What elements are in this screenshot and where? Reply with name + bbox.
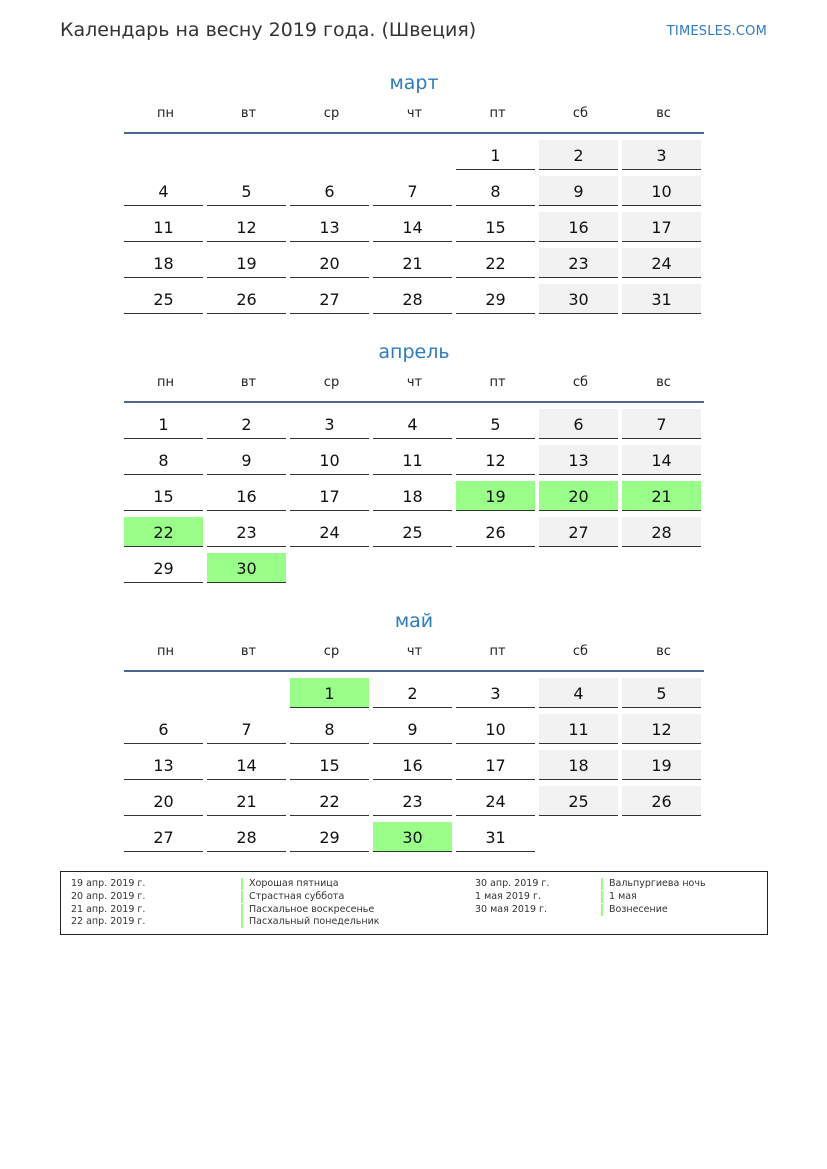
day-cell: 30: [207, 553, 286, 583]
day-cell: 29: [124, 553, 203, 583]
day-cell: 29: [290, 822, 369, 852]
day-cell: 13: [290, 212, 369, 242]
day-cell: 14: [622, 445, 701, 475]
day-cell: 22: [290, 786, 369, 816]
day-cell: 17: [456, 750, 535, 780]
day-cell: 20: [290, 248, 369, 278]
day-cell: 23: [539, 248, 618, 278]
day-cell: 3: [456, 678, 535, 708]
day-cell: 16: [539, 212, 618, 242]
day-cell: 30: [373, 822, 452, 852]
day-cell: 4: [539, 678, 618, 708]
day-grid: [124, 134, 704, 320]
day-cell: 26: [207, 284, 286, 314]
weekday-wed: ср: [323, 375, 340, 390]
legend-date: 21 апр. 2019 г.: [71, 904, 146, 915]
weekday-mon: пн: [157, 644, 174, 659]
month-may: [124, 608, 704, 858]
legend-date: 22 апр. 2019 г.: [71, 916, 146, 927]
day-cell: 28: [622, 517, 701, 547]
day-cell: 12: [456, 445, 535, 475]
day-cell: 22: [124, 517, 203, 547]
day-grid: [124, 403, 704, 589]
day-cell: 16: [373, 750, 452, 780]
day-cell: 3: [290, 409, 369, 439]
weekday-thu: чт: [406, 106, 423, 121]
day-cell: 27: [124, 822, 203, 852]
day-grid: [124, 672, 704, 858]
day-cell: 19: [456, 481, 535, 511]
legend-date: 1 мая 2019 г.: [475, 891, 541, 902]
month-title: март: [389, 72, 439, 94]
weekday-sun: вс: [656, 644, 671, 659]
weekday-fri: пт: [489, 375, 506, 390]
month-april: [124, 339, 704, 589]
day-cell: 12: [207, 212, 286, 242]
day-cell: 19: [622, 750, 701, 780]
day-cell: 15: [456, 212, 535, 242]
day-cell: 30: [539, 284, 618, 314]
day-cell: 25: [124, 284, 203, 314]
day-cell: 3: [622, 140, 701, 170]
month-title: май: [394, 610, 434, 632]
weekday-sat: сб: [572, 375, 589, 390]
day-cell: 11: [124, 212, 203, 242]
day-cell: 16: [207, 481, 286, 511]
legend-holiday-name: Пасхальный понедельник: [241, 916, 380, 928]
legend-holiday-name: 1 мая: [601, 891, 637, 903]
legend-date: 30 мая 2019 г.: [475, 904, 548, 915]
day-cell: 15: [290, 750, 369, 780]
day-cell: 4: [124, 176, 203, 206]
day-cell: 1: [290, 678, 369, 708]
day-cell: 14: [373, 212, 452, 242]
legend-holiday-name: Пасхальное воскресенье: [241, 904, 374, 916]
day-cell: 24: [456, 786, 535, 816]
day-cell: 6: [290, 176, 369, 206]
day-cell: 21: [207, 786, 286, 816]
day-cell: 11: [373, 445, 452, 475]
month-march: [124, 70, 704, 320]
weekday-thu: чт: [406, 375, 423, 390]
month-title: апрель: [378, 341, 450, 363]
legend-date: 19 апр. 2019 г.: [71, 878, 146, 889]
legend-holiday-name: Вальпургиева ночь: [601, 878, 706, 890]
day-cell: 26: [456, 517, 535, 547]
day-cell: 4: [373, 409, 452, 439]
day-cell: 22: [456, 248, 535, 278]
weekday-tue: вт: [240, 106, 257, 121]
day-cell: 9: [539, 176, 618, 206]
weekday-thu: чт: [406, 644, 423, 659]
day-cell: 31: [622, 284, 701, 314]
day-cell: 17: [622, 212, 701, 242]
day-cell: 10: [456, 714, 535, 744]
page-title: Календарь на весну 2019 года. (Швеция): [60, 19, 477, 41]
day-cell: 24: [622, 248, 701, 278]
day-cell: 25: [539, 786, 618, 816]
day-cell: 7: [207, 714, 286, 744]
day-cell: 24: [290, 517, 369, 547]
day-cell: 8: [124, 445, 203, 475]
day-cell: 29: [456, 284, 535, 314]
day-cell: 8: [456, 176, 535, 206]
day-cell: 8: [290, 714, 369, 744]
day-cell: 10: [622, 176, 701, 206]
day-cell: 20: [539, 481, 618, 511]
legend-holiday-name: Страстная суббота: [241, 891, 344, 903]
weekday-sat: сб: [572, 644, 589, 659]
weekday-sun: вс: [656, 375, 671, 390]
day-cell: 5: [207, 176, 286, 206]
day-cell: 12: [622, 714, 701, 744]
weekday-header: [124, 102, 704, 134]
day-cell: 19: [207, 248, 286, 278]
legend-holiday-name: Вознесение: [601, 904, 668, 916]
day-cell: 23: [207, 517, 286, 547]
weekday-mon: пн: [157, 106, 174, 121]
day-cell: 18: [124, 248, 203, 278]
day-cell: 2: [207, 409, 286, 439]
day-cell: 6: [539, 409, 618, 439]
day-cell: 13: [124, 750, 203, 780]
day-cell: 10: [290, 445, 369, 475]
day-cell: 11: [539, 714, 618, 744]
weekday-tue: вт: [240, 375, 257, 390]
day-cell: 27: [290, 284, 369, 314]
weekday-mon: пн: [157, 375, 174, 390]
weekday-fri: пт: [489, 106, 506, 121]
day-cell: 2: [539, 140, 618, 170]
day-cell: 15: [124, 481, 203, 511]
day-cell: 21: [373, 248, 452, 278]
brand-link[interactable]: TIMESLES.COM: [666, 24, 767, 39]
weekday-wed: ср: [323, 644, 340, 659]
weekday-sun: вс: [656, 106, 671, 121]
day-cell: 20: [124, 786, 203, 816]
day-cell: 28: [207, 822, 286, 852]
day-cell: 13: [539, 445, 618, 475]
day-cell: 2: [373, 678, 452, 708]
day-cell: 6: [124, 714, 203, 744]
day-cell: 27: [539, 517, 618, 547]
day-cell: 26: [622, 786, 701, 816]
legend-date: 30 апр. 2019 г.: [475, 878, 550, 889]
day-cell: 18: [373, 481, 452, 511]
legend-holiday-name: Хорошая пятница: [241, 878, 339, 890]
day-cell: 25: [373, 517, 452, 547]
day-cell: 14: [207, 750, 286, 780]
day-cell: 5: [622, 678, 701, 708]
weekday-fri: пт: [489, 644, 506, 659]
weekday-sat: сб: [572, 106, 589, 121]
weekday-wed: ср: [323, 106, 340, 121]
weekday-header: [124, 371, 704, 403]
day-cell: 9: [373, 714, 452, 744]
weekday-tue: вт: [240, 644, 257, 659]
weekday-header: [124, 640, 704, 672]
day-cell: 9: [207, 445, 286, 475]
day-cell: 23: [373, 786, 452, 816]
day-cell: 7: [373, 176, 452, 206]
legend-date: 20 апр. 2019 г.: [71, 891, 146, 902]
day-cell: 28: [373, 284, 452, 314]
day-cell: 18: [539, 750, 618, 780]
day-cell: 31: [456, 822, 535, 852]
day-cell: 1: [124, 409, 203, 439]
day-cell: 17: [290, 481, 369, 511]
holiday-legend: [60, 871, 768, 935]
day-cell: 7: [622, 409, 701, 439]
day-cell: 5: [456, 409, 535, 439]
day-cell: 1: [456, 140, 535, 170]
day-cell: 21: [622, 481, 701, 511]
